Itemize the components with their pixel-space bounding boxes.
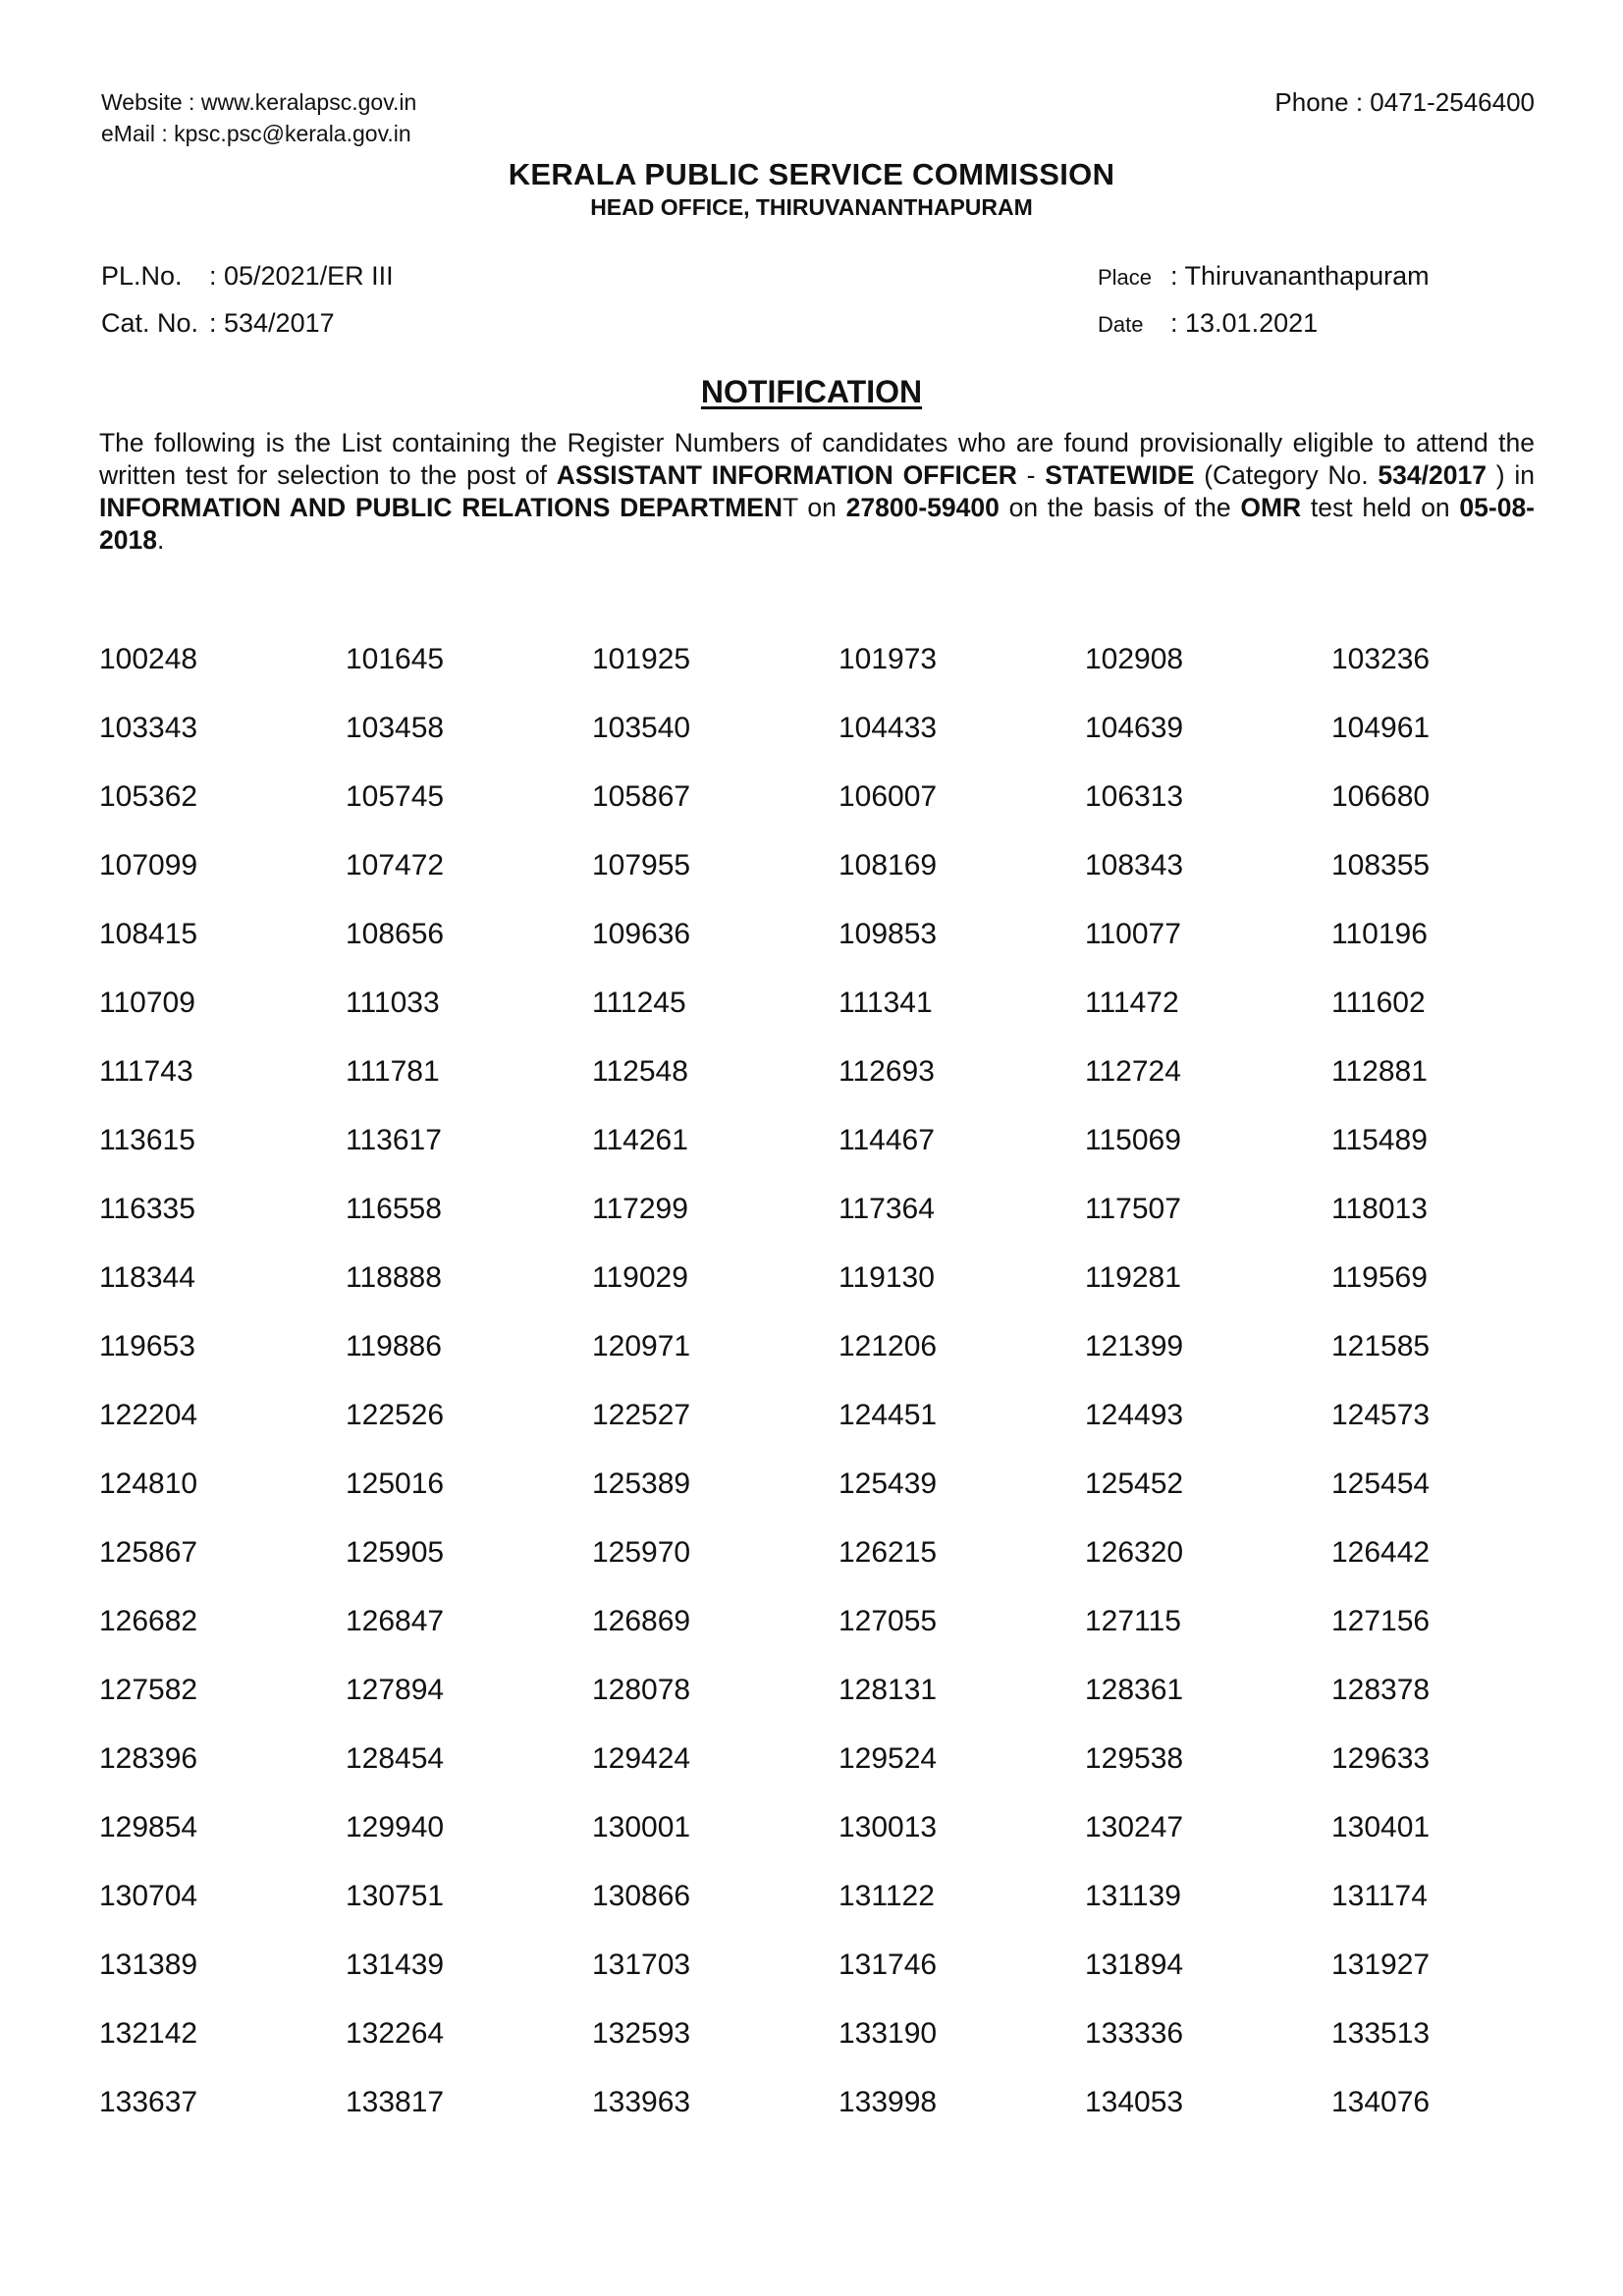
register-number: 122526: [346, 1399, 445, 1431]
register-number: 131139: [1085, 1880, 1181, 1912]
register-number: 104961: [1331, 712, 1431, 744]
register-number: 128361: [1085, 1674, 1184, 1706]
register-number: 125454: [1331, 1468, 1431, 1500]
register-number: 126847: [346, 1605, 445, 1637]
register-number: 111245: [592, 987, 686, 1019]
post-scope: STATEWIDE: [1045, 460, 1195, 490]
organization-title: KERALA PUBLIC SERVICE COMMISSION: [508, 157, 1115, 191]
register-number: 124493: [1085, 1399, 1184, 1431]
register-number: 128454: [346, 1742, 445, 1775]
register-number: 103343: [99, 712, 198, 744]
register-number: 105867: [592, 780, 691, 813]
register-number: 131746: [839, 1949, 938, 1981]
register-number: 119029: [592, 1261, 688, 1294]
register-number: 125905: [346, 1536, 445, 1569]
para-text: on the basis of the: [999, 493, 1241, 522]
register-number: 101645: [346, 643, 445, 675]
register-number: 127582: [99, 1674, 198, 1706]
register-number: 125016: [346, 1468, 445, 1500]
register-number: 103236: [1331, 643, 1431, 675]
register-number: 112693: [839, 1055, 935, 1088]
register-number: 129538: [1085, 1742, 1184, 1775]
register-number: 129940: [346, 1811, 445, 1843]
email-text: eMail : kpsc.psc@kerala.gov.in: [101, 121, 411, 146]
register-number: 130866: [592, 1880, 691, 1912]
register-number: 111602: [1331, 987, 1426, 1019]
register-number: 108656: [346, 918, 445, 950]
organization-subtitle: HEAD OFFICE, THIRUVANANTHAPURAM: [590, 194, 1033, 220]
register-number: 130751: [346, 1880, 445, 1912]
post-name: ASSISTANT INFORMATION OFFICER: [556, 460, 1017, 490]
register-number: 128378: [1331, 1674, 1431, 1706]
register-number: 130247: [1085, 1811, 1184, 1843]
register-number: 106313: [1085, 780, 1184, 813]
register-number: 121585: [1331, 1330, 1431, 1362]
register-number: 126320: [1085, 1536, 1184, 1569]
category-ref: 534/2017: [1378, 460, 1487, 490]
register-number: 126215: [839, 1536, 938, 1569]
register-number: 120971: [592, 1330, 691, 1362]
cat-label: Cat. No.: [101, 308, 199, 338]
date: [1098, 308, 1318, 339]
register-number: 117507: [1085, 1193, 1181, 1225]
para-text: The following is the List containing the Register Numbers of candidates who are found provisionally eligible to attend the written test for selection to the post of: [99, 428, 1535, 490]
register-number: 105745: [346, 780, 445, 813]
register-number: 127156: [1331, 1605, 1431, 1637]
pl-value: : 05/2021/ER III: [209, 261, 394, 291]
register-number: 131927: [1331, 1949, 1431, 1981]
register-number: 133817: [346, 2086, 445, 2118]
place-value: : Thiruvananthapuram: [1170, 261, 1430, 291]
register-number: 112724: [1085, 1055, 1181, 1088]
register-number: 102908: [1085, 643, 1184, 675]
para-text: .: [156, 525, 165, 555]
register-number: 114261: [592, 1124, 688, 1156]
register-number: 116558: [346, 1193, 442, 1225]
register-number: 132142: [99, 2017, 198, 2050]
register-number: 128396: [99, 1742, 198, 1775]
register-number: 130001: [592, 1811, 691, 1843]
register-number: 126442: [1331, 1536, 1431, 1569]
register-number: 131174: [1331, 1880, 1428, 1912]
place: [1098, 261, 1430, 292]
register-number: 133513: [1331, 2017, 1431, 2050]
register-number: 130704: [99, 1880, 198, 1912]
register-number: 109853: [839, 918, 938, 950]
register-number: 127115: [1085, 1605, 1181, 1637]
register-number: 119886: [346, 1330, 442, 1362]
register-number: 104433: [839, 712, 938, 744]
register-number: 134053: [1085, 2086, 1184, 2118]
register-number: 114467: [839, 1124, 935, 1156]
register-number: 107955: [592, 849, 691, 881]
cat-value: : 534/2017: [209, 308, 335, 338]
register-number: 119281: [1085, 1261, 1181, 1294]
date-label: Date: [1098, 312, 1144, 337]
register-number: 131389: [99, 1949, 198, 1981]
notification-heading: [0, 374, 1623, 410]
register-number: 111743: [99, 1055, 193, 1088]
register-number: 126682: [99, 1605, 198, 1637]
register-number: 117299: [592, 1193, 688, 1225]
notification-paragraph: [99, 427, 1535, 557]
place-label: Place: [1098, 265, 1153, 290]
register-number: 107472: [346, 849, 445, 881]
test-type: OMR: [1240, 493, 1302, 522]
register-number: 108343: [1085, 849, 1184, 881]
test-date: 05-08-2018: [99, 493, 1536, 555]
register-number: 133963: [592, 2086, 691, 2118]
register-number: 127055: [839, 1605, 938, 1637]
date-value: : 13.01.2021: [1170, 308, 1319, 338]
register-number: 122204: [99, 1399, 198, 1431]
register-number: 133637: [99, 2086, 198, 2118]
register-number: 130013: [839, 1811, 938, 1843]
department-name: INFORMATION AND PUBLIC RELATIONS DEPARTMEN: [99, 493, 783, 522]
register-number: 105362: [99, 780, 198, 813]
register-number: 125439: [839, 1468, 938, 1500]
organization-heading: [0, 157, 1623, 221]
register-number: 112881: [1331, 1055, 1428, 1088]
register-number: 101973: [839, 643, 938, 675]
register-number: 133190: [839, 2017, 938, 2050]
register-number: 132264: [346, 2017, 445, 2050]
register-number: 129633: [1331, 1742, 1431, 1775]
register-number: 132593: [592, 2017, 691, 2050]
pl-label: PL.No.: [101, 261, 183, 291]
register-number: 131703: [592, 1949, 691, 1981]
register-number: 113617: [346, 1124, 442, 1156]
register-number: 124573: [1331, 1399, 1431, 1431]
register-number: 110709: [99, 987, 195, 1019]
category-number: [101, 308, 335, 339]
register-number: 131439: [346, 1949, 445, 1981]
register-number: 125867: [99, 1536, 198, 1569]
register-number: 129854: [99, 1811, 198, 1843]
register-number: 108169: [839, 849, 938, 881]
register-number: 126869: [592, 1605, 691, 1637]
register-number: 119653: [99, 1330, 195, 1362]
register-number: 129424: [592, 1742, 691, 1775]
register-number: 106007: [839, 780, 938, 813]
register-number: 111472: [1085, 987, 1179, 1019]
para-text: (Category No.: [1194, 460, 1379, 490]
register-number: 118344: [99, 1261, 195, 1294]
register-number: 122527: [592, 1399, 691, 1431]
phone-text: Phone : 0471-2546400: [1274, 87, 1535, 117]
register-number: 119130: [839, 1261, 935, 1294]
register-number: 125389: [592, 1468, 691, 1500]
para-text: T on: [782, 493, 846, 522]
register-number: 116335: [99, 1193, 195, 1225]
register-number: 133998: [839, 2086, 938, 2118]
register-number: 110196: [1331, 918, 1428, 950]
register-number: 103458: [346, 712, 445, 744]
register-number: 118013: [1331, 1193, 1428, 1225]
register-number: 124810: [99, 1468, 198, 1500]
register-number: 101925: [592, 643, 691, 675]
register-number: 112548: [592, 1055, 688, 1088]
para-text: test held on: [1301, 493, 1460, 522]
register-number: 134076: [1331, 2086, 1431, 2118]
register-number: 115489: [1331, 1124, 1428, 1156]
register-number: 121206: [839, 1330, 938, 1362]
register-number: 111341: [839, 987, 933, 1019]
register-number: 128131: [839, 1674, 938, 1706]
register-number: 133336: [1085, 2017, 1184, 2050]
register-number: 125452: [1085, 1468, 1184, 1500]
website-text: Website : www.keralapsc.gov.in: [101, 89, 417, 115]
para-text: ) in: [1486, 460, 1535, 490]
register-number: 131894: [1085, 1949, 1184, 1981]
register-number: 104639: [1085, 712, 1184, 744]
register-number: 110077: [1085, 918, 1181, 950]
register-number: 125970: [592, 1536, 691, 1569]
register-number: 131122: [839, 1880, 935, 1912]
pl-number: [101, 261, 394, 292]
register-number: 111781: [346, 1055, 440, 1088]
register-number: 119569: [1331, 1261, 1428, 1294]
register-number-list: [99, 640, 1533, 2152]
para-text: -: [1016, 460, 1046, 490]
register-number: 127894: [346, 1674, 445, 1706]
register-number: 111033: [346, 987, 440, 1019]
register-number: 124451: [839, 1399, 938, 1431]
register-number: 117364: [839, 1193, 935, 1225]
register-number: 130401: [1331, 1811, 1431, 1843]
register-number: 121399: [1085, 1330, 1184, 1362]
register-number: 100248: [99, 643, 198, 675]
register-number: 106680: [1331, 780, 1431, 813]
register-number: 128078: [592, 1674, 691, 1706]
contact-block: [101, 86, 416, 149]
register-number: 118888: [346, 1261, 442, 1294]
register-number: 109636: [592, 918, 691, 950]
register-number: 108355: [1331, 849, 1431, 881]
notification-heading-text: NOTIFICATION: [700, 374, 923, 409]
pay-scale: 27800-59400: [845, 493, 1000, 522]
register-number: 108415: [99, 918, 198, 950]
register-number: 113615: [99, 1124, 195, 1156]
register-number: 103540: [592, 712, 691, 744]
register-number: 115069: [1085, 1124, 1181, 1156]
register-number: 129524: [839, 1742, 938, 1775]
register-number: 107099: [99, 849, 198, 881]
